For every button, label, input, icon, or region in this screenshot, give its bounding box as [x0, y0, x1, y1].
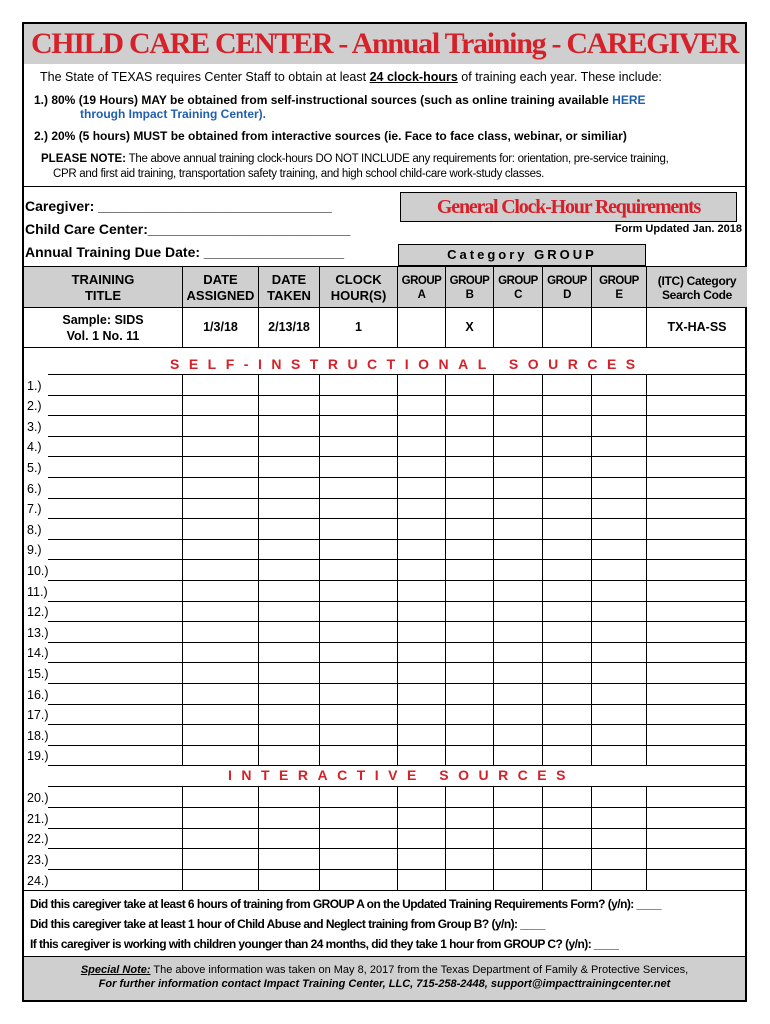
row-number: 7.): [27, 502, 42, 517]
col-group-e: GROUP E: [591, 267, 646, 308]
column-divider: [646, 374, 647, 765]
sample-date-taken: 2/13/18: [258, 308, 319, 347]
here-link[interactable]: HERE: [612, 93, 646, 107]
row-number: 22.): [27, 832, 49, 847]
column-divider: [258, 374, 259, 765]
sample-date-assigned: 1/3/18: [182, 308, 258, 347]
column-divider: [397, 374, 398, 765]
form-title-bar: [24, 24, 745, 64]
item1-text: 1.) 80% (19 Hours) MAY be obtained from self-instructional sources (such as online training available: [34, 93, 613, 107]
caregiver-field[interactable]: Caregiver: ______________________________: [25, 198, 332, 214]
sample-clock-hours: 1: [319, 308, 397, 347]
intro-hours: 24 clock-hours: [369, 70, 458, 84]
sample-group-a: [397, 308, 445, 347]
column-divider: [397, 786, 398, 890]
row-number: 17.): [27, 708, 49, 723]
col-group-c: GROUP C: [493, 267, 542, 308]
row-number: 8.): [27, 522, 42, 537]
row-number: 2.): [27, 399, 42, 414]
sample-group-e: [591, 308, 646, 347]
requirements-button[interactable]: [400, 192, 737, 222]
special-note-label: Special Note:: [80, 964, 151, 976]
col-group-d: GROUP D: [542, 267, 591, 308]
row-number: 21.): [27, 811, 49, 826]
col-group-a: GROUP A: [397, 267, 445, 308]
row-number: 12.): [27, 605, 49, 620]
col-date-assigned: DATE ASSIGNED: [182, 267, 258, 308]
row-number: 20.): [27, 791, 49, 806]
col-date-taken: DATE TAKEN: [258, 267, 319, 308]
sample-group-b: X: [445, 308, 493, 347]
note-label: PLEASE NOTE:: [41, 153, 126, 165]
special-note-text: The above information was taken on May 8, 2017 from the Texas Department of Family & Protective Services,: [150, 964, 689, 976]
sample-title: Sample: SIDS Vol. 1 No. 11: [62, 313, 144, 343]
due-date-field[interactable]: Annual Training Due Date: __________________: [25, 244, 345, 260]
self-instructional-label: SELF-INSTRUCTIONAL SOURCES: [170, 356, 645, 372]
sample-group-c: [493, 308, 542, 347]
col-clock-hours: CLOCK HOUR(S): [319, 267, 397, 308]
col-training-title: TRAINING TITLE: [71, 272, 135, 303]
form-title: CHILD CARE CENTER - Annual Training - CAREGIVER: [30, 27, 739, 60]
intro-text-end: of training each year. These include:: [457, 70, 662, 84]
row-number: 14.): [27, 646, 49, 661]
column-divider: [493, 374, 494, 765]
row-number: 4.): [27, 440, 42, 455]
intro-item-1: [34, 93, 646, 121]
interactive-label: INTERACTIVE SOURCES: [228, 767, 575, 783]
center-field[interactable]: Child Care Center:__________________________: [25, 221, 351, 237]
row-number: 5.): [27, 461, 42, 475]
column-divider: [319, 374, 320, 765]
column-divider: [445, 786, 446, 890]
row-number: 11.): [27, 584, 48, 599]
column-divider: [258, 786, 259, 890]
row-number: 6.): [27, 481, 42, 496]
contact-info: For further information contact Impact Training Center, LLC, 715-258-2448, support@impacttrainingcenter.net: [98, 978, 671, 990]
column-divider: [182, 374, 183, 765]
question-3[interactable]: If this caregiver is working with children younger than 24 months, did they take 1 hour from GROUP C? (y/n): ____: [30, 937, 619, 951]
row-number: 3.): [27, 419, 42, 434]
requirements-label: General Clock-Hour Requirements: [436, 196, 701, 218]
table-bottom-border: [24, 890, 745, 891]
intro-note: [41, 152, 668, 181]
column-divider: [591, 374, 592, 765]
column-divider: [182, 786, 183, 890]
column-divider: [542, 786, 543, 890]
intro-item-2: 2.) 20% (5 hours) MUST be obtained from interactive sources (ie. Face to face class, webinar, or similiar): [34, 129, 627, 143]
note-text-2: CPR and first aid training, transportation safety training, and high school child-care work-study classes.: [53, 167, 545, 180]
row-number: 24.): [27, 873, 49, 888]
col-itc-code: (ITC) Category Search Code: [646, 267, 747, 308]
intro-box: [24, 64, 745, 187]
row-number: 10.): [27, 564, 49, 578]
category-group-header: Category GROUP: [398, 244, 646, 266]
intro-requirement: [40, 70, 662, 84]
row-number: 13.): [27, 625, 49, 640]
sample-itc: TX-HA-SS: [646, 308, 747, 347]
column-divider: [493, 786, 494, 890]
column-divider: [319, 786, 320, 890]
row-number: 23.): [27, 852, 49, 867]
sample-group-d: [542, 308, 591, 347]
special-note: [24, 964, 745, 976]
column-divider: [445, 374, 446, 765]
impact-link[interactable]: through Impact Training Center).: [80, 107, 267, 121]
row-number: 16.): [27, 687, 49, 702]
row-number: 15.): [27, 667, 49, 681]
row-number: 18.): [27, 728, 49, 743]
row-number: 19.): [27, 749, 49, 764]
column-divider: [542, 374, 543, 765]
column-divider: [591, 786, 592, 890]
row-number: 9.): [27, 543, 42, 558]
special-note-bar: [24, 956, 745, 1000]
note-text: The above annual training clock-hours DO NOT INCLUDE any requirements for: orientation, pre-service training,: [125, 153, 669, 165]
col-group-b: GROUP B: [445, 267, 493, 308]
intro-text: The State of TEXAS requires Center Staff to obtain at least: [40, 70, 370, 84]
table-header: [24, 266, 747, 308]
form-updated: Form Updated Jan. 2018: [614, 223, 742, 235]
question-1[interactable]: Did this caregiver take at least 6 hours of training from GROUP A on the Updated Training Requirements Form? (y/n): ____: [30, 897, 662, 911]
column-divider: [646, 786, 647, 890]
question-2[interactable]: Did this caregiver take at least 1 hour of Child Abuse and Neglect training from Group B? (y/n): ____: [30, 917, 545, 931]
row-number: 1.): [27, 378, 42, 393]
sample-row: [24, 308, 747, 348]
